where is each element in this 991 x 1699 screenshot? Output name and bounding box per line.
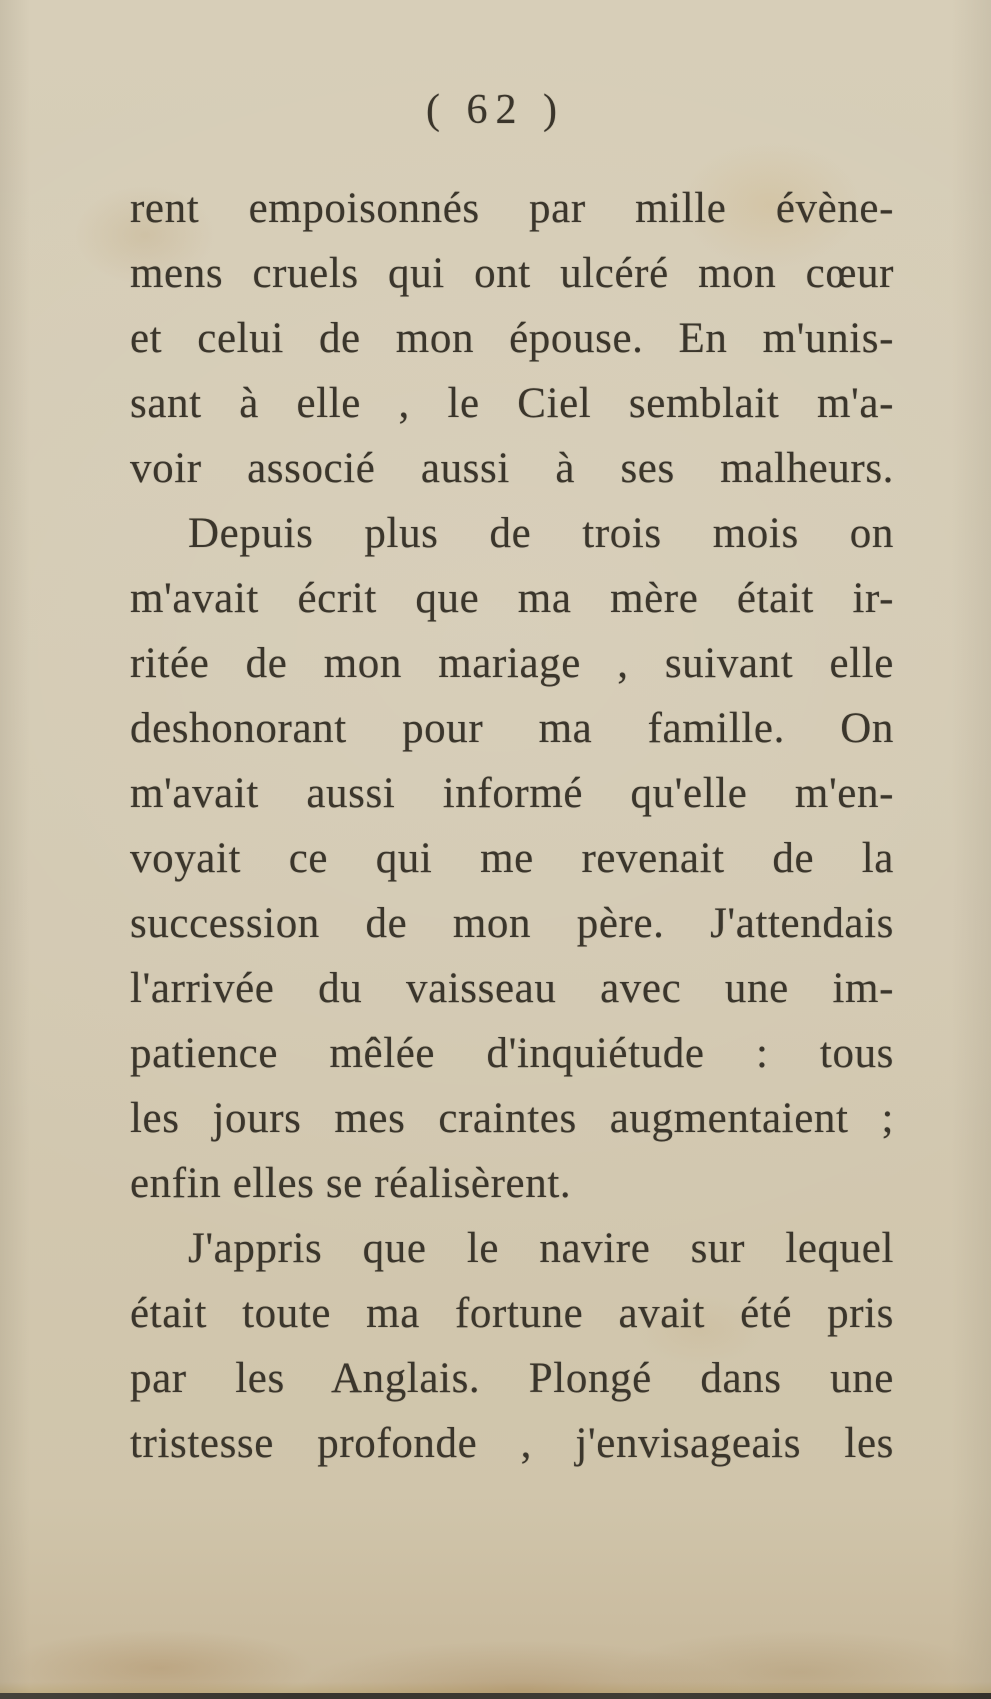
text-line: J'appris que le navire sur lequel [188, 1225, 894, 1272]
text-line: voir associé aussi à ses malheurs. [130, 445, 894, 492]
text-line: Depuis plus de trois mois on [188, 510, 894, 557]
text-line: mens cruels qui ont ulcéré mon cœur [130, 250, 894, 297]
text-line: succession de mon père. J'attendais [130, 900, 894, 947]
text-line: m'avait aussi informé qu'elle m'en- [130, 770, 894, 817]
text-line: rent empoisonnés par mille évène- [130, 185, 894, 232]
text-line: tristesse profonde , j'envisageais les [130, 1420, 894, 1467]
text-line: et celui de mon épouse. En m'unis- [130, 315, 894, 362]
scan-bottom-edge [0, 1693, 991, 1699]
text-line: voyait ce qui me revenait de la [130, 835, 894, 882]
text-line: sant à elle , le Ciel semblait m'a- [130, 380, 894, 427]
text-line: deshonorant pour ma famille. On [130, 705, 894, 752]
text-line: enfin elles se réalisèrent. [130, 1160, 572, 1207]
text-line: les jours mes craintes augmentaient ; [130, 1095, 894, 1142]
text-line: par les Anglais. Plongé dans une [130, 1355, 894, 1402]
text-line: ritée de mon mariage , suivant elle [130, 640, 894, 687]
text-line: l'arrivée du vaisseau avec une im- [130, 965, 894, 1012]
page-number: ( 62 ) [426, 87, 565, 133]
text-line: patience mêlée d'inquiétude : tous [130, 1030, 894, 1077]
text-line: m'avait écrit que ma mère était ir- [130, 575, 894, 622]
body-text-block [130, 176, 894, 1476]
text-line: était toute ma fortune avait été pris [130, 1290, 894, 1337]
